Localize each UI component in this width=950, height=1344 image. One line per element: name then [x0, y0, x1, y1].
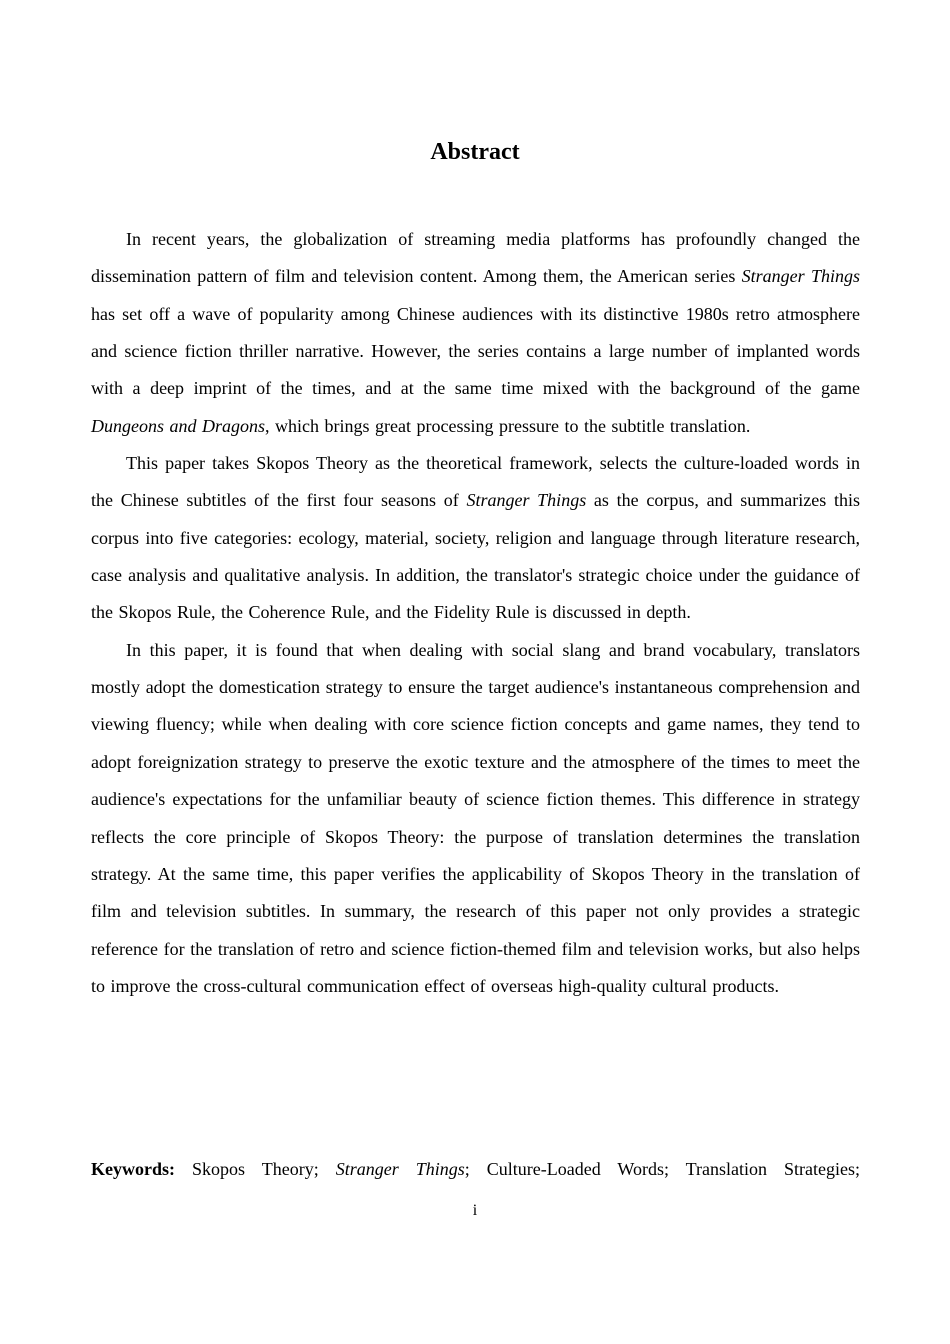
page-number: i [472, 1202, 478, 1219]
abstract-paragraph-1 [91, 221, 860, 445]
page-title: Abstract [430, 139, 520, 165]
paragraph-text: In recent years, the globalization of streaming media platforms has profoundly changed the dissemination pattern of film and television content. Among them, the American series [91, 229, 860, 287]
keyword-item: Skopos Theory; [192, 1159, 319, 1179]
abstract-body [91, 221, 860, 1005]
abstract-paragraph-2 [91, 445, 860, 632]
keyword-item-italic: Stranger Things [335, 1159, 465, 1179]
italic-title: Stranger Things [466, 490, 587, 511]
paragraph-text: In this paper, it is found that when dealing with social slang and brand vocabulary, translators mostly adopt the domestication strategy to ensure the target audience's instantaneous comprehension and viewing fluency; while when dealing with core science fiction concepts and game names, they tend to adopt foreignization strategy to preserve the exotic texture and the atmosphere of the times to meet the audience's expectations for the unfamiliar beauty of science fiction themes. This difference in strategy reflects the core principle of Skopos Theory: the purpose of translation determines the translation strategy. At the same time, this paper verifies the applicability of Skopos Theory in the translation of film and television subtitles. In summary, the research of this paper not only provides a strategic reference for the translation of retro and science fiction-themed film and television works, but also helps to improve the cross-cultural communication effect of overseas high-quality cultural products. [91, 639, 860, 996]
paragraph-text: has set off a wave of popularity among Chinese audiences with its distinctive 1980s retro atmosphere and science fiction thriller narrative. However, the series contains a large number of implanted words with a deep imprint of the times, and at the same time mixed with the background of the game [91, 303, 860, 399]
abstract-paragraph-3 [91, 632, 860, 1005]
italic-title: Dungeons and Dragons [91, 415, 266, 436]
keyword-item: ; Culture-Loaded Words; Translation Strategies; [464, 1159, 860, 1179]
italic-title: Stranger Things [741, 266, 860, 287]
paragraph-text: as the corpus, and summarizes this corpus into five categories: ecology, material, society, religion and language through literature research, case analysis and qualitative analysis. In addition, the translator's strategic choice under the guidance of the Skopos Rule, the Coherence Rule, and the Fidelity Rule is discussed in depth. [91, 490, 860, 623]
paragraph-text: This paper takes Skopos Theory as the theoretical framework, selects the culture-loaded words in the Chinese subtitles of the first four seasons of [91, 453, 860, 511]
keywords-label: Keywords: [91, 1159, 175, 1179]
keywords-line [91, 1151, 860, 1188]
paragraph-text: , which brings great processing pressure to the subtitle translation. [265, 415, 751, 436]
